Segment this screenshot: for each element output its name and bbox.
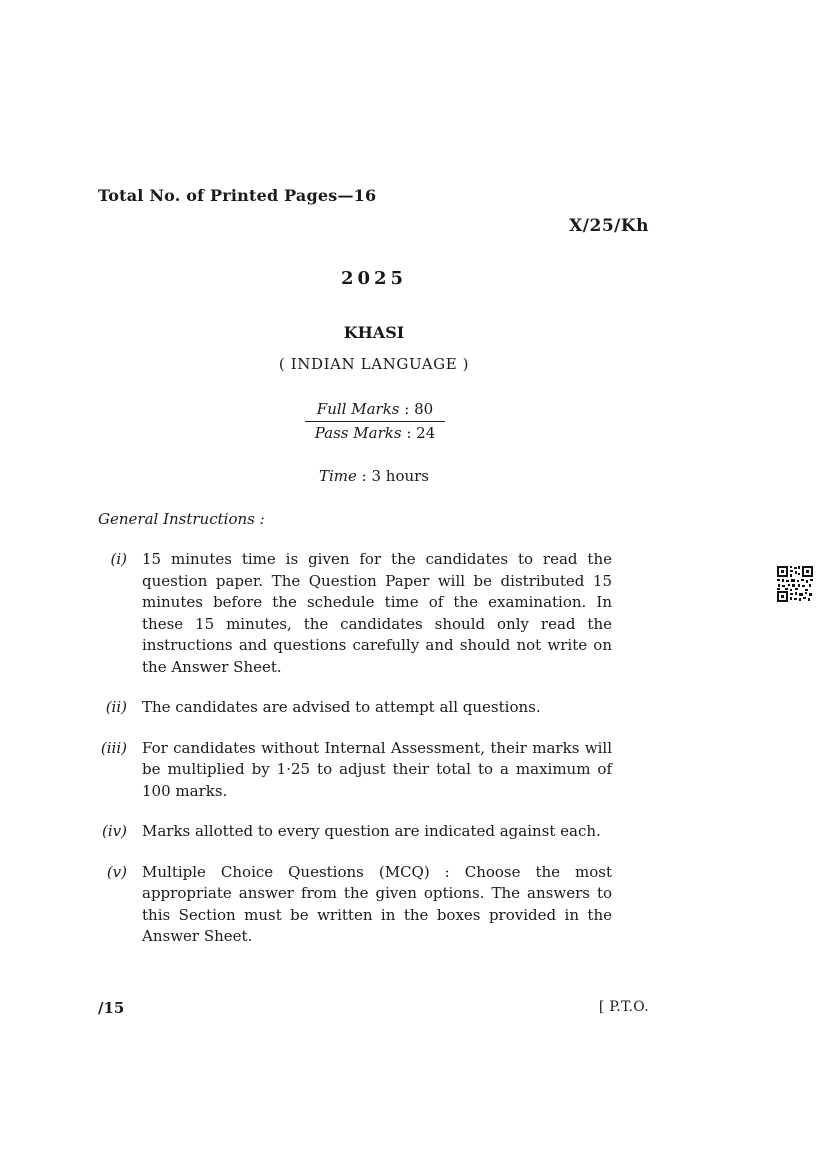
subject-subtitle: ( INDIAN LANGUAGE ) [278,355,470,373]
pass-marks [305,422,445,445]
instruction-item [100,738,612,803]
marks-block [305,398,445,445]
instructions-list [100,549,612,967]
footer-page-ref: /15 [98,999,125,1017]
paper-code: X/25/Kh [569,216,649,236]
subject-title: KHASI [343,323,405,342]
instruction-number: (i) [110,550,127,568]
instruction-text: 15 minutes time is given for the candidates to read the question paper. The Question Paper will be distributed 15 minutes before the schedule time of the examination. In these 15 minutes, the candidates should only read the instructions and questions carefully and should not write on the Answer Sheet. [142,550,612,676]
exam-year: 2025 [340,268,408,289]
qr-code-icon [776,565,814,603]
instruction-item [100,549,612,678]
instruction-item [100,862,612,948]
instruction-number: (v) [106,862,127,881]
total-printed-pages: Total No. of Printed Pages—16 [98,186,377,205]
instruction-item [100,697,612,719]
pass-marks-label: Pass Marks [314,424,402,442]
exam-time [0,467,748,485]
full-marks-label: Full Marks [316,400,400,418]
instruction-number: (iii) [100,738,127,757]
instruction-number: (ii) [105,698,127,716]
time-label: Time [318,467,357,485]
pass-marks-value: : 24 [406,424,436,442]
full-marks-value: : 80 [404,400,434,418]
instruction-text: The candidates are advised to attempt all questions. [142,698,541,716]
instruction-number: (iv) [102,822,127,840]
instruction-text: For candidates without Internal Assessment, their marks will be multiplied by 1·25 to adjust their total to a maximum of 100 marks. [142,738,612,800]
general-instructions-heading: General Instructions : [98,510,265,528]
full-marks [305,398,445,422]
instruction-text: Marks allotted to every question are indicated against each. [142,822,601,840]
instruction-text: Multiple Choice Questions (MCQ) : Choose the most appropriate answer from the given options. The answers to this Section must be written in the boxes provided in the Answer Sheet. [142,862,612,945]
instruction-item [100,821,612,843]
footer-pto: [ P.T.O. [598,999,649,1015]
time-value: : 3 hours [361,467,430,485]
